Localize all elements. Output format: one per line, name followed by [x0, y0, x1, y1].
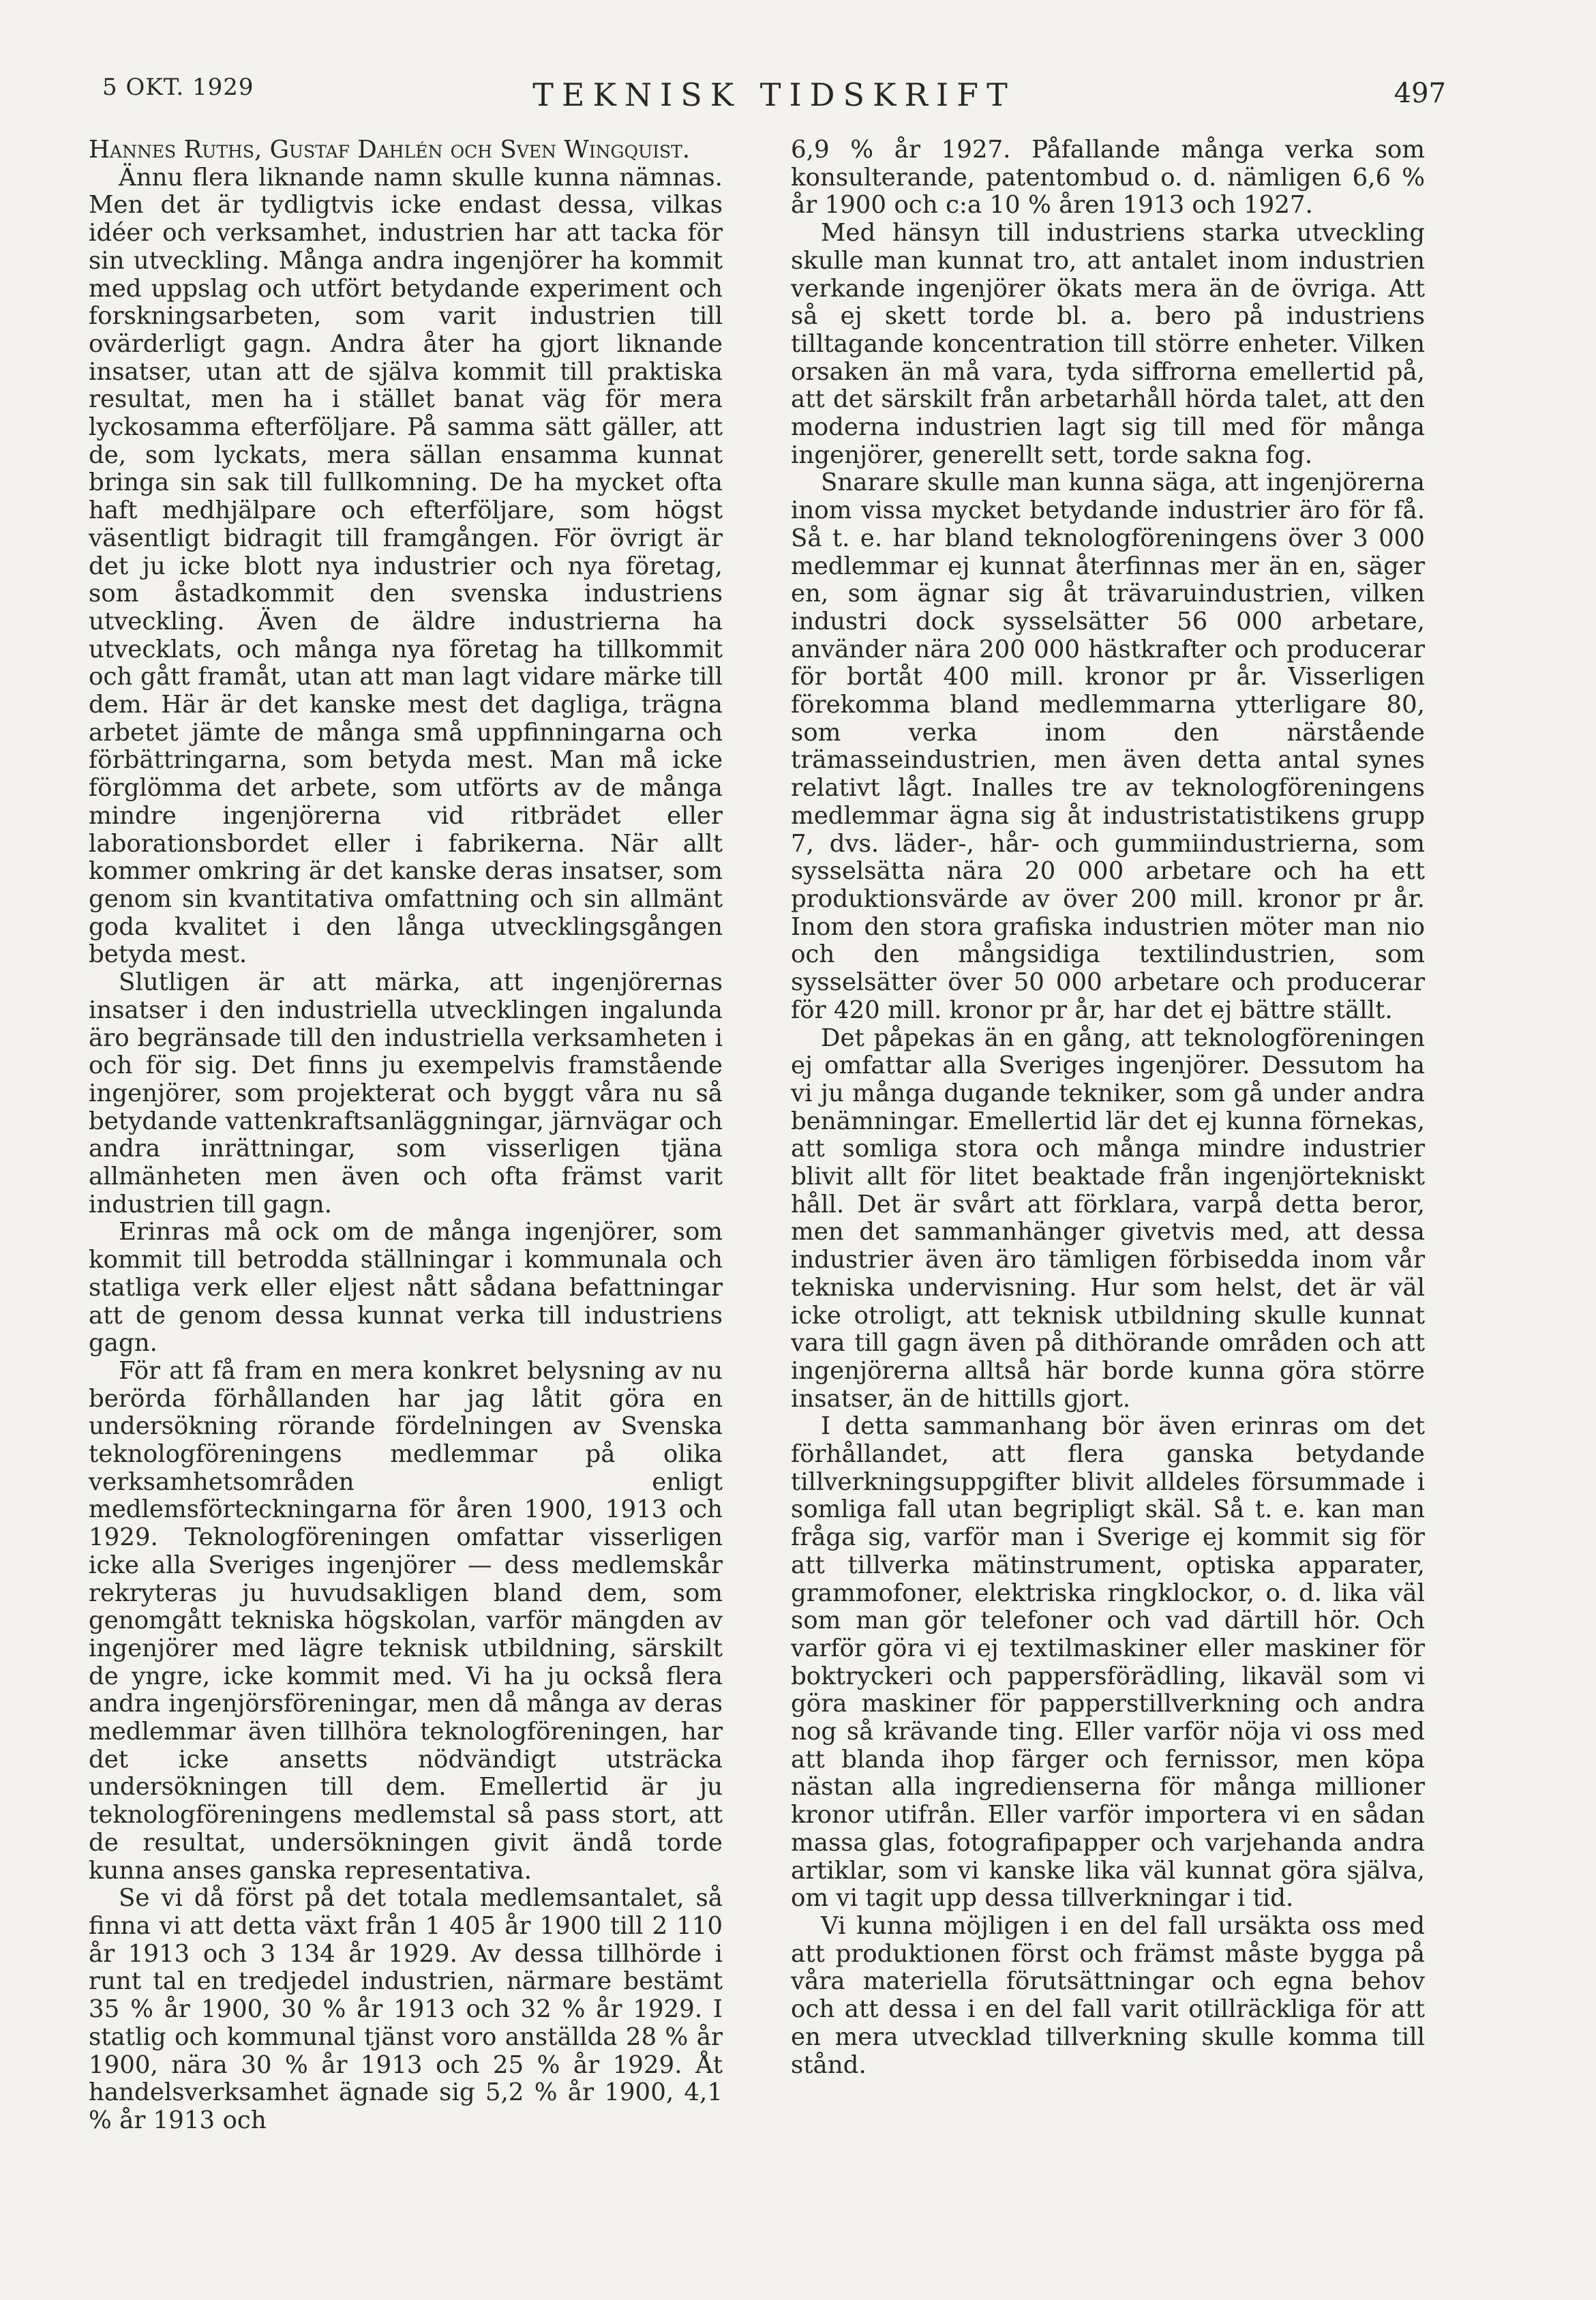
right-column [791, 136, 1425, 2079]
byline: Hannes Ruths, Gustaf Dahlén och Sven Wingquist. [89, 136, 691, 164]
paragraph: 6,9 % år 1927. Påfallande många verka som konsulterande, patentombud o. d. nämligen 6,6 % år 1900 och c:a 10 % åren 1913 och 1927. [791, 136, 1425, 220]
paragraph: Erinras må ock om de många ingenjörer, som kommit till betrodda ställningar i kommunala och statliga verk eller eljest nått sådana befattningar att de genom dessa kunnat verka till industriens gagn. [89, 1218, 723, 1358]
paragraph: Snarare skulle man kunna säga, att ingenjörerna inom vissa mycket betydande industrier äro för få. Så t. e. har bland teknologföreningens över 3 000 medlemmar ej kunnat återfinnas mer än en, säger en, som ägnar sig åt trävaruindustrien, vilken industri dock sysselsätter 56 000 arbetare, använder nära 200 000 hästkrafter och producerar för bortåt 400 mill. kronor pr år. Visserligen förekomma bland medlemmarna ytterligare 80, som verka inom den närstående trämasseindustrien, men även detta antal synes relativt lågt. Inalles tre av teknologföreningens medlemmar ägna sig åt industristatistikens grupp 7, dvs. läder-, hår- och gummiindustrierna, som sysselsätta nära 20 000 arbetare och ha ett produktionsvärde av över 200 mill. kronor pr år. Inom den stora grafiska industrien möter man nio och den mångsidiga textilindustrien, som sysselsätter över 50 000 arbetare och producerar för 420 mill. kronor pr år, har det ej bättre ställt. [791, 468, 1425, 1024]
page-number: 497 [1394, 78, 1446, 109]
paragraph: I detta sammanhang bör även erinras om det förhållandet, att flera ganska betydande tillverkningsuppgifter blivit alldeles försummade i somliga fall utan begripligt skäl. Så t. e. kan man fråga sig, varför man i Sverige ej kommit sig för att tillverka mätinstrument, optiska apparater, grammofoner, elektriska ringklockor, o. d. lika väl som man gör telefoner och vad därtill hör. Och varför göra vi ej textilmaskiner eller maskiner för boktryckeri och pappersförädling, likaväl som vi göra maskiner för papperstillverkning och andra nog så krävande ting. Eller varför nöja vi oss med att blanda ihop färger och fernissor, men köpa nästan alla ingredienserna för många millioner kronor utifrån. Eller varför importera vi en sådan massa glas, fotografipapper och varjehanda andra artiklar, som vi kanske lika väl kunnat göra själva, om vi tagit upp dessa tillverkningar i tid. [791, 1412, 1425, 1913]
journal-title: TEKNISK TIDSKRIFT [532, 76, 1016, 113]
paragraph: Se vi då först på det totala medlemsantalet, så finna vi att detta växt från 1 405 år 1900 till 2 110 år 1913 och 3 134 år 1929. Av dessa tillhörde i runt tal en tredjedel industrien, närmare bestämt 35 % år 1900, 30 % år 1913 och 32 % år 1929. I statlig och kommunal tjänst voro anställda 28 % år 1900, nära 30 % år 1913 och 25 % år 1929. Åt handelsverksamhet ägnade sig 5,2 % år 1900, 4,1 % år 1913 och [89, 1884, 723, 2134]
paragraph: Ännu flera liknande namn skulle kunna nämnas. Men det är tydligtvis icke endast dessa, vilkas idéer och verksamhet, industrien har att tacka för sin utveckling. Många andra ingenjörer ha kommit med uppslag och utfört betydande experiment och forskningsarbeten, som varit industrien till ovärderligt gagn. Andra åter ha gjort liknande insatser, utan att de själva kommit till praktiska resultat, men ha i stället banat väg för mera lyckosamma efterföljare. På samma sätt gäller, att de, som lyckats, mera sällan ensamma kunnat bringa sin sak till fullkomning. De ha mycket ofta haft medhjälpare och efterföljare, som högst väsentligt bidragit till framgången. För övrigt är det ju icke blott nya industrier och nya företag, som åstadkommit den svenska industriens utveckling. Även de äldre industrierna ha utvecklats, och många nya företag ha tillkommit och gått framåt, utan att man lagt vidare märke till dem. Här är det kanske mest det dagliga, trägna arbetet jämte de många små uppfinningarna och förbättringarna, som betyda mest. Man må icke förglömma det arbete, som utförts av de många mindre ingenjörerna vid ritbrädet eller laborationsbordet eller i fabrikerna. När allt kommer omkring är det kanske deras insatser, som genom sin kvantitativa omfattning och sin allmänt goda kvalitet i den långa utvecklingsgången betyda mest. [89, 163, 723, 969]
paragraph: För att få fram en mera konkret belysning av nu berörda förhållanden har jag låtit göra en undersökning rörande fördelningen av Svenska teknologföreningens medlemmar på olika verksamhetsområden enligt medlemsförteckningarna för åren 1900, 1913 och 1929. Teknologföreningen omfattar visserligen icke alla Sveriges ingenjörer — dess medlemskår rekryteras ju huvudsakligen bland dem, som genomgått tekniska högskolan, varför mängden av ingenjörer med lägre teknisk utbildning, särskilt de yngre, icke kommit med. Vi ha ju också flera andra ingenjörsföreningar, men då många av deras medlemmar även tillhöra teknologföreningen, har det icke ansetts nödvändigt utsträcka undersökningen till dem. Emellertid är ju teknologföreningens medlemstal så pass stort, att de resultat, undersökningen givit ändå torde kunna anses ganska representativa. [89, 1356, 723, 1885]
left-column [89, 136, 723, 2135]
paragraph: Vi kunna möjligen i en del fall ursäkta oss med att produktionen först och främst måste bygga på våra materiella förutsättningar och egna behov och att dessa i en del fall varit otillräckliga för att en mera utvecklad tillverkning skulle komma till stånd. [791, 1912, 1425, 2079]
page-header [102, 68, 1446, 116]
paragraph: Det påpekas än en gång, att teknologföreningen ej omfattar alla Sveriges ingenjörer. Dessutom ha vi ju många dugande tekniker, som gå under andra benämningar. Emellertid lär det ej kunna förnekas, att somliga stora och många mindre industrier blivit allt för litet beaktade från ingenjörtekniskt håll. Det är svårt att förklara, varpå detta beror, men det sammanhänger givetvis med, att dessa industrier även äro tämligen förbisedda inom vår tekniska undervisning. Hur som helst, det är väl icke otroligt, att teknisk utbildning skulle kunnat vara till gagn även på dithörande områden och att ingenjörerna alltså här borde kunna göra större insatser, än de hittills gjort. [791, 1024, 1425, 1413]
issue-date: 5 OKT. 1929 [102, 74, 254, 101]
paragraph: Slutligen är att märka, att ingenjörernas insatser i den industriella utvecklingen ingalunda äro begränsade till den industriella verksamheten i och för sig. Det finns ju exempelvis framstående ingenjörer, som projekterat och byggt våra nu så betydande vattenkraftsanläggningar, järnvägar och andra inrättningar, som visserligen tjäna allmänheten men även och ofta främst varit industrien till gagn. [89, 968, 723, 1219]
paragraph: Med hänsyn till industriens starka utveckling skulle man kunnat tro, att antalet inom industrien verkande ingenjörer ökats mera än de övriga. Att så ej skett torde bl. a. bero på industriens tilltagande koncentration till större enheter. Vilken orsaken än må vara, tyda siffrorna emellertid på, att det särskilt från arbetarhåll hörda talet, att den moderna industrien lagt sig till med för många ingenjörer, generellt sett, torde sakna fog. [791, 219, 1425, 469]
